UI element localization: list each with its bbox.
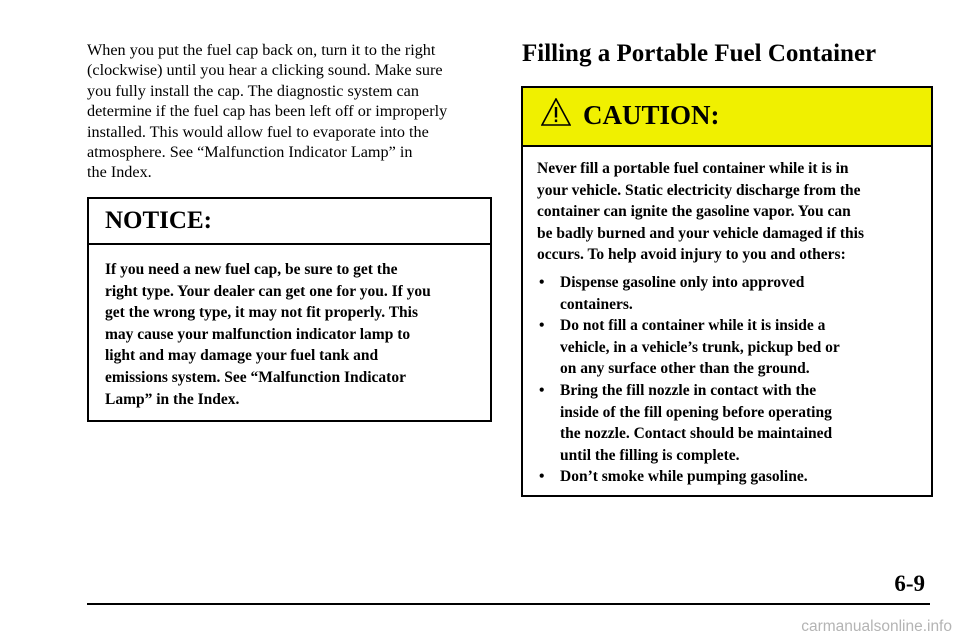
caution-line: your vehicle. Static electricity discharge from the [537, 181, 861, 199]
bullet-line: Do not fill a container while it is inside a [560, 317, 826, 335]
notice-title: NOTICE: [105, 207, 212, 234]
caution-line: Never fill a portable fuel container while it is in [537, 160, 849, 177]
bullet-icon: • [539, 317, 545, 335]
bullet-line: vehicle, in a vehicle’s trunk, pickup bed or [560, 338, 840, 356]
caution-title: CAUTION: [583, 100, 720, 130]
bullet-icon: • [539, 381, 545, 399]
bullet-line: Don’t smoke while pumping gasoline. [560, 468, 808, 486]
intro-line: When you put the fuel cap back on, turn it to the right [87, 41, 436, 59]
section-title: Filling a Portable Fuel Container [522, 40, 877, 67]
notice-line: may cause your malfunction indicator lamp to [105, 325, 411, 343]
caution-bullet-list [537, 272, 921, 488]
intro-line: (clockwise) until you hear a clicking sound. Make sure [87, 61, 443, 80]
notice-line: emissions system. See “Malfunction Indicator [105, 368, 406, 386]
footer-divider [87, 603, 930, 605]
notice-header [89, 199, 490, 245]
bullet-icon: • [539, 273, 545, 291]
page-number: 6-9 [894, 571, 925, 596]
notice-line: light and may damage your fuel tank and [105, 347, 379, 365]
caution-body [523, 147, 931, 488]
intro-paragraph [87, 40, 492, 183]
bullet-line: on any surface other than the ground. [560, 360, 810, 378]
intro-section [87, 40, 492, 183]
bullet-line: containers. [560, 295, 633, 313]
notice-line: Lamp” in the Index. [105, 390, 240, 408]
bullet-icon: • [539, 468, 545, 486]
caution-box [521, 86, 933, 497]
notice-body [89, 245, 490, 410]
intro-line: installed. This would allow fuel to evaporate into the [87, 122, 429, 141]
bullet-line: Bring the fill nozzle in contact with the [560, 381, 817, 399]
notice-line: get the wrong type, it may not fit properly. This [105, 304, 419, 322]
notice-line: If you need a new fuel cap, be sure to get the [105, 261, 398, 278]
caution-line: occurs. To help avoid injury to you and others: [537, 246, 846, 264]
list-item [537, 272, 921, 315]
intro-line: the Index. [87, 163, 152, 182]
caution-line: be badly burned and your vehicle damaged if this [537, 224, 864, 242]
list-item [537, 466, 921, 488]
list-item [537, 315, 921, 380]
bullet-line: until the filling is complete. [560, 446, 740, 464]
intro-line: determine if the fuel cap has been left off or improperly [87, 102, 448, 121]
notice-box [87, 197, 492, 422]
watermark: carmanualsonline.info [801, 618, 952, 635]
bullet-line: Dispense gasoline only into approved [560, 273, 805, 291]
bullet-line: inside of the fill opening before operating [560, 403, 832, 421]
warning-triangle-icon [541, 98, 571, 126]
intro-line: you fully install the cap. The diagnostic system can [87, 81, 419, 100]
notice-line: right type. Your dealer can get one for you. If you [105, 282, 431, 300]
caution-line: container can ignite the gasoline vapor. You can [537, 203, 851, 221]
list-item [537, 380, 921, 466]
intro-line: atmosphere. See “Malfunction Indicator Lamp” in [87, 143, 413, 162]
caution-header [523, 88, 931, 147]
bullet-line: the nozzle. Contact should be maintained [560, 425, 833, 443]
